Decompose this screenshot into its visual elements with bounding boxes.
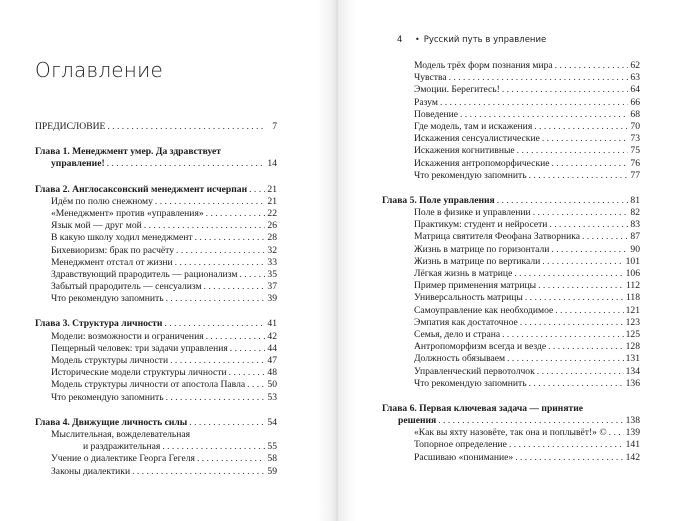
- toc-page-number: 138: [625, 415, 640, 427]
- toc-section[interactable]: [35, 453, 277, 465]
- dot-leader: [542, 256, 623, 268]
- toc-page-number: 62: [630, 60, 640, 71]
- toc-page-number: 83: [630, 219, 640, 231]
- running-head: [397, 35, 546, 45]
- dot-leader: [502, 329, 624, 341]
- toc-section[interactable]: [398, 317, 640, 329]
- toc-label: Управленческий первотолчок: [414, 365, 535, 377]
- dot-leader: [438, 415, 623, 427]
- dot-leader: [176, 245, 265, 257]
- toc-section[interactable]: [398, 280, 640, 292]
- dot-leader: [239, 269, 265, 281]
- toc-section[interactable]: [398, 121, 640, 133]
- toc-label: Жизнь в матрице по горизонтали: [414, 243, 550, 255]
- toc-page-number: 70: [630, 120, 640, 132]
- toc-label: Лёгкая жизнь в матрице: [414, 268, 513, 279]
- toc-label: Модель структуры личности от апостола Павла: [51, 379, 246, 391]
- toc-page-number: 118: [625, 292, 640, 304]
- toc-section[interactable]: [35, 355, 277, 367]
- dot-leader: [549, 219, 628, 231]
- toc-page-number: 81: [630, 194, 640, 206]
- toc-section[interactable]: [398, 219, 640, 231]
- dot-leader: [497, 195, 628, 207]
- toc-label: Глава 4. Движущие личность силы: [35, 416, 188, 428]
- dot-leader: [515, 452, 623, 464]
- toc-label: Где модель, там и искажения: [414, 120, 533, 132]
- toc-section[interactable]: [398, 378, 640, 390]
- toc-section[interactable]: [398, 84, 640, 96]
- toc-section[interactable]: [398, 452, 640, 464]
- page-title: Оглавление: [35, 58, 163, 82]
- toc-chapter-1[interactable]: [35, 158, 277, 170]
- toc-section[interactable]: [35, 281, 277, 293]
- dot-leader: [517, 145, 628, 157]
- toc-page-number: 54: [267, 416, 277, 428]
- dot-leader: [195, 232, 265, 244]
- toc-page-number: 21: [267, 183, 277, 195]
- toc-page-number: 28: [267, 232, 277, 244]
- toc-label: Эмпатия как достаточное: [414, 316, 518, 328]
- toc-label: В какую школу ходил менеджмент: [51, 232, 193, 244]
- toc-label: Законы диалектики: [51, 465, 131, 477]
- toc-page-number: 22: [267, 207, 277, 219]
- toc-page-number: 128: [625, 341, 640, 353]
- dot-leader: [555, 305, 623, 317]
- toc-section[interactable]: [35, 379, 277, 391]
- dot-leader: [449, 72, 628, 84]
- toc-label: «Менеджмент» против «управления»: [51, 207, 204, 219]
- toc-section[interactable]: [398, 72, 640, 84]
- toc-page-number: 37: [267, 281, 277, 293]
- toc-section-line1[interactable]: [35, 429, 277, 441]
- toc-page-number: 73: [630, 133, 640, 145]
- dot-leader: [107, 158, 265, 170]
- toc-label: Идём по полю снежному: [51, 195, 153, 207]
- toc-label: «Как вы яхту назовёте, так она и поплывёт!» ©: [414, 427, 607, 439]
- toc-section[interactable]: [398, 170, 640, 182]
- dot-leader: [189, 417, 265, 429]
- dot-leader: [555, 60, 628, 72]
- toc-section[interactable]: [398, 366, 640, 378]
- toc-right: [382, 60, 640, 464]
- toc-page-number: 139: [625, 427, 640, 439]
- toc-label: Разум: [414, 96, 438, 108]
- toc-page-number: 14: [267, 158, 277, 170]
- toc-label: Расшиваю «понимание»: [414, 451, 514, 463]
- dot-leader: [132, 466, 265, 478]
- dot-leader: [197, 453, 265, 465]
- toc-page-number: 141: [625, 439, 640, 451]
- toc-section[interactable]: [398, 329, 640, 341]
- toc-label: Поведение: [414, 108, 458, 120]
- toc-page-number: 136: [625, 377, 640, 389]
- dot-leader: [514, 268, 623, 280]
- toc-label: Язык мой — друг мой: [51, 220, 142, 232]
- toc-label: Топорное определение: [414, 439, 507, 451]
- toc-label: Бихевиоризм: брак по расчёту: [51, 244, 175, 256]
- toc-chapter-6-heading[interactable]: Глава 6. Первая ключевая задача — принятие: [382, 402, 584, 414]
- dot-leader: [440, 97, 628, 109]
- toc-page-number: 82: [630, 207, 640, 219]
- dot-leader: [502, 84, 628, 96]
- toc-page-number: 121: [625, 304, 640, 316]
- toc-page-number: 7: [272, 121, 277, 132]
- toc-label: Должность обязываем: [414, 353, 506, 365]
- dot-leader: [537, 366, 624, 378]
- toc-section[interactable]: [398, 97, 640, 109]
- dot-leader: [538, 280, 624, 292]
- toc-section[interactable]: [398, 341, 640, 353]
- dot-leader: [162, 441, 265, 453]
- toc-page-number: 64: [630, 84, 640, 96]
- toc-section[interactable]: [398, 207, 640, 219]
- toc-label: Пример применения матрицы: [414, 280, 537, 292]
- toc-label: ПРЕДИСЛОВИЕ: [35, 121, 106, 132]
- toc-label: Поле в физике и управлении: [414, 207, 531, 219]
- toc-page-number: 44: [267, 342, 277, 354]
- dot-leader: [551, 244, 628, 256]
- toc-chapter-5[interactable]: [382, 195, 640, 207]
- toc-label: Глава 2. Англосаксонский менеджмент исчерпан: [35, 183, 248, 195]
- toc-section[interactable]: [398, 292, 640, 304]
- toc-section[interactable]: [398, 158, 640, 170]
- toc-page-number: 68: [630, 108, 640, 120]
- toc-page-number: 53: [267, 391, 277, 403]
- toc-label: решения: [398, 415, 437, 427]
- toc-page-number: 32: [267, 244, 277, 256]
- toc-section[interactable]: [35, 245, 277, 257]
- toc-page-number: 131: [625, 353, 640, 365]
- toc-label: Практикум: студент и нейросети: [414, 219, 548, 231]
- toc-page-number: 101: [625, 255, 640, 267]
- dot-leader: [170, 355, 265, 367]
- toc-page-number: 123: [625, 316, 640, 328]
- toc-label: Антропоморфизм всегда и везде: [414, 341, 547, 353]
- toc-label: Глава 5. Поле управления: [382, 194, 495, 206]
- toc-label: Искажения антропоморфические: [414, 157, 550, 169]
- dot-leader: [542, 133, 628, 145]
- toc-page-number: 42: [267, 330, 277, 342]
- toc-section[interactable]: [35, 257, 277, 269]
- toc-section[interactable]: [35, 466, 277, 478]
- toc-page-number: 134: [625, 365, 640, 377]
- toc-label: Что рекомендую запомнить: [51, 293, 164, 305]
- book-title: Русский путь в управление: [423, 35, 547, 45]
- toc-page-number: 112: [625, 280, 640, 292]
- toc-section[interactable]: [398, 231, 640, 243]
- dot-leader: [204, 281, 265, 293]
- toc-page-number: 50: [267, 379, 277, 391]
- toc-section[interactable]: [35, 331, 277, 343]
- toc-page-number: 58: [267, 453, 277, 465]
- toc-page-number: 41: [267, 318, 277, 330]
- toc-section[interactable]: [398, 145, 640, 157]
- toc-label: Исторические модели структуры личности: [51, 367, 227, 379]
- toc-section[interactable]: [35, 196, 277, 208]
- dot-leader: [166, 392, 265, 404]
- toc-chapter-2[interactable]: [35, 184, 277, 196]
- toc-section[interactable]: [398, 60, 640, 72]
- toc-label: Модель структуры личности: [51, 355, 169, 366]
- toc-page-number: 59: [267, 465, 277, 477]
- toc-page-number: 39: [267, 293, 277, 305]
- dot-leader: [529, 378, 624, 390]
- toc-label: Самоуправление как необходимое: [414, 304, 554, 316]
- dot-leader: [164, 318, 265, 330]
- dot-leader: [230, 343, 265, 355]
- toc-label: Искажения когнитивные: [414, 145, 515, 157]
- bullet-icon: •: [415, 35, 420, 44]
- toc-page-number: 55: [267, 441, 277, 453]
- toc-label: Менеджмент отстал от жизни: [51, 256, 173, 268]
- toc-section[interactable]: [398, 133, 640, 145]
- toc-section[interactable]: [398, 353, 640, 365]
- toc-section[interactable]: [398, 305, 640, 317]
- toc-label: Эмоции. Берегитесь!: [414, 84, 500, 96]
- toc-page-number: 48: [267, 367, 277, 379]
- toc-page-number: 63: [630, 72, 640, 84]
- dot-leader: [247, 379, 265, 391]
- toc-section[interactable]: [398, 268, 640, 280]
- toc-page-number: 142: [625, 451, 640, 463]
- dot-leader: [229, 367, 265, 379]
- toc-label: и раздражительная: [83, 441, 161, 453]
- toc-label: Глава 3. Структура личности: [35, 318, 163, 330]
- toc-chapter-1-heading[interactable]: Глава 1. Менеджмент умер. Да здравствует: [35, 146, 221, 158]
- toc-page-number: 66: [630, 96, 640, 108]
- toc-page-number: 90: [630, 243, 640, 255]
- dot-leader: [107, 121, 265, 133]
- toc-section[interactable]: [35, 392, 277, 404]
- book-gutter: [318, 0, 356, 521]
- toc-page-number: 76: [630, 157, 640, 169]
- toc-page-number: 35: [267, 268, 277, 280]
- toc-section[interactable]: [398, 256, 640, 268]
- toc-label: Семья, дело и страна: [414, 328, 501, 340]
- dot-leader: [155, 196, 265, 208]
- dot-leader: [533, 207, 628, 219]
- toc-page-number: 77: [630, 169, 640, 181]
- dot-leader: [460, 109, 628, 121]
- toc-page-number: 75: [630, 145, 640, 157]
- dot-leader: [609, 427, 624, 439]
- dot-leader: [144, 220, 265, 232]
- toc-chapter-3[interactable]: [35, 318, 277, 330]
- dot-leader: [509, 439, 624, 451]
- toc-label: Что рекомендую запомнить: [414, 169, 527, 181]
- dot-leader: [582, 231, 628, 243]
- dot-leader: [206, 208, 265, 220]
- toc-label: Жизнь в матрице по вертикали: [414, 255, 541, 267]
- toc-page-number: 125: [625, 328, 640, 340]
- toc-label: Мыслительная, вожделевательная: [51, 428, 191, 440]
- toc-entry-preface[interactable]: [35, 121, 277, 133]
- toc-section[interactable]: [398, 244, 640, 256]
- toc-section[interactable]: [35, 269, 277, 281]
- toc-label: управление!: [51, 158, 105, 170]
- toc-label: Искажения сенсуалистические: [414, 133, 540, 145]
- dot-leader: [529, 170, 628, 182]
- toc-page-number: 33: [267, 256, 277, 268]
- toc-section[interactable]: [35, 343, 277, 355]
- toc-label: Модель трёх форм познания мира: [414, 60, 553, 71]
- toc-label: Матрица святителя Феофана Затворника: [414, 231, 581, 243]
- dot-leader: [534, 121, 628, 133]
- toc-label: Что рекомендую запомнить: [414, 377, 527, 389]
- toc-label: Учение о диалектике Георга Гегеля: [51, 453, 195, 465]
- dot-leader: [520, 317, 624, 329]
- toc-label: Пещерный человек: три задачи управления: [51, 342, 228, 354]
- toc-label: Что рекомендую запомнить: [51, 391, 164, 403]
- toc-section[interactable]: [35, 441, 277, 453]
- dot-leader: [249, 184, 265, 196]
- toc-chapter-4[interactable]: [35, 417, 277, 429]
- dot-leader: [552, 158, 629, 170]
- dot-leader: [525, 292, 624, 304]
- dot-leader: [548, 341, 624, 353]
- toc-page-number: 26: [267, 220, 277, 232]
- toc-page-number: 106: [625, 268, 640, 279]
- toc-page-number: 47: [267, 355, 277, 366]
- toc-label: Модели: возможности и ограничения: [51, 330, 204, 342]
- toc-label: Универсальность матрицы: [414, 292, 523, 304]
- toc-section[interactable]: [35, 220, 277, 232]
- toc-page-number: 21: [267, 195, 277, 207]
- toc-label: Забытый прародитель — сенсуализм: [51, 281, 202, 293]
- toc-section[interactable]: [398, 427, 640, 439]
- toc-section[interactable]: [398, 439, 640, 451]
- toc-section[interactable]: [35, 367, 277, 379]
- dot-leader: [175, 257, 265, 269]
- dot-leader: [507, 353, 624, 365]
- toc-section[interactable]: [35, 232, 277, 244]
- dot-leader: [166, 293, 265, 305]
- toc-section[interactable]: [35, 293, 277, 305]
- page-number: 4: [397, 35, 403, 45]
- toc-page-number: 87: [630, 231, 640, 243]
- toc-section[interactable]: [398, 109, 640, 121]
- dot-leader: [206, 331, 265, 343]
- toc-chapter-6[interactable]: [398, 415, 640, 427]
- toc-left: [35, 121, 277, 478]
- toc-label: Здравствующий прародитель — рационализм: [51, 268, 238, 280]
- toc-label: Чувства: [414, 72, 447, 84]
- toc-section[interactable]: [35, 208, 277, 220]
